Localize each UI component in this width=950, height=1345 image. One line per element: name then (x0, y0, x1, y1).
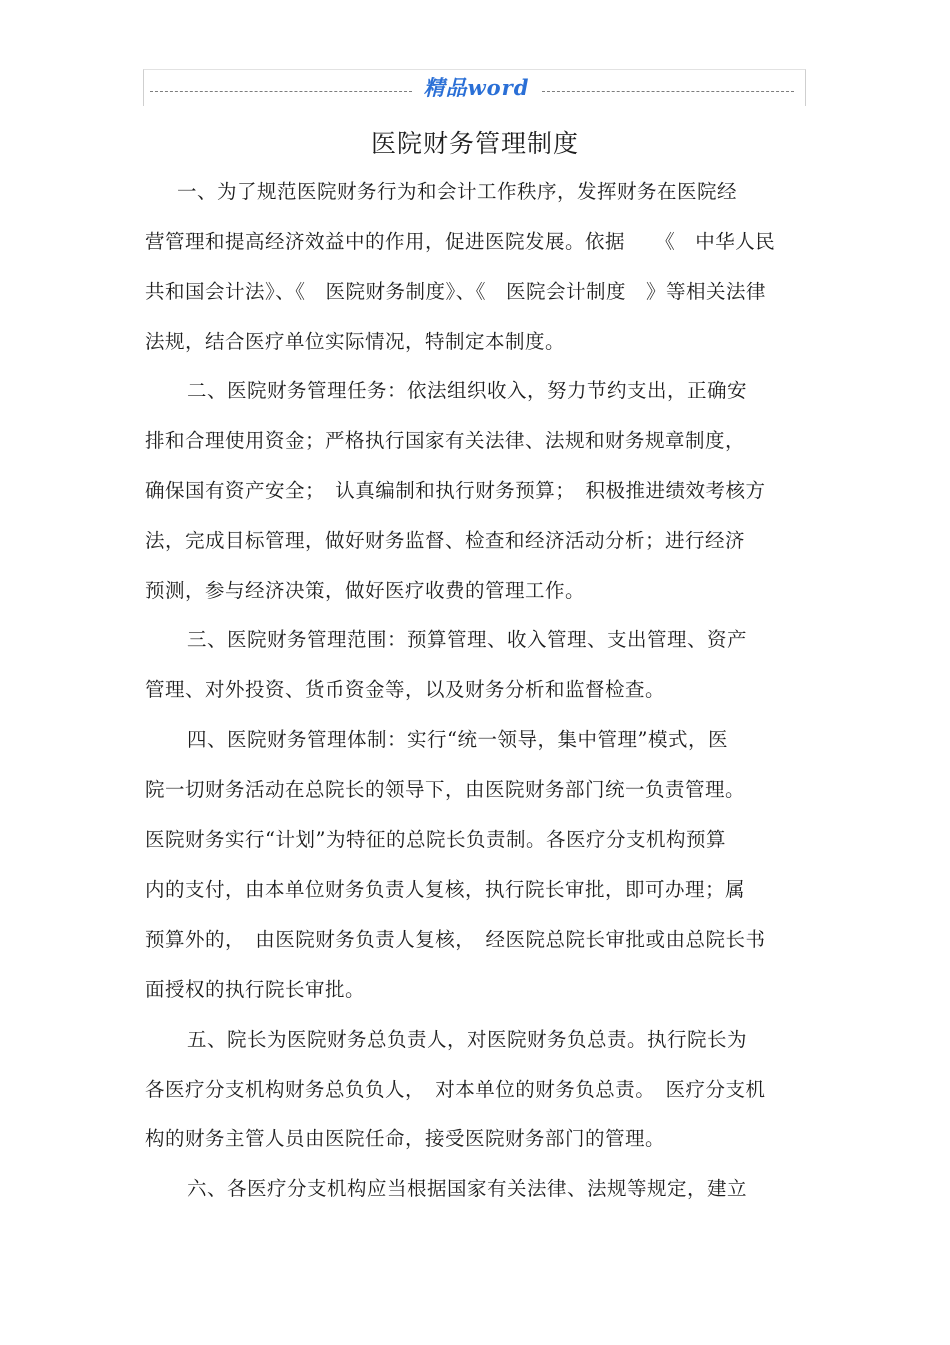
paragraph-line: 共和国会计法》、《 医院财务制度》、《 医院会计制度 》等相关法律 (145, 280, 767, 303)
paragraph-line: 确保国有资产安全； 认真编制和执行财务预算； 积极推进绩效考核方 (145, 479, 766, 502)
header-dashed-rule-right (542, 91, 794, 92)
paragraph-line: 法，完成目标管理，做好财务监督、检查和经济活动分析；进行经济 (145, 529, 746, 552)
paragraph-line: 内的支付，由本单位财务负责人复核，执行院长审批，即可办理；属 (145, 878, 746, 901)
paragraph-line: 管理、对外投资、货币资金等，以及财务分析和监督检查。 (145, 678, 666, 701)
page-header (143, 69, 806, 106)
paragraph-line: 六、各医疗分支机构应当根据国家有关法律、法规等规定，建立 (187, 1177, 748, 1200)
header-dashed-rule-left (150, 91, 412, 92)
paragraph-line: 五、院长为医院财务总负责人，对医院财务负总责。执行院长为 (187, 1028, 748, 1051)
paragraph-line: 预算外的， 由医院财务负责人复核， 经医院总院长审批或由总院长书 (145, 928, 766, 951)
paragraph-line: 排和合理使用资金；严格执行国家有关法律、法规和财务规章制度， (145, 429, 746, 452)
paragraph-line: 面授权的执行院长审批。 (145, 978, 366, 1001)
paragraph-line: 四、医院财务管理体制：实行“统一领导，集中管理”模式，医 (187, 728, 728, 751)
document-title: 医院财务管理制度 (370, 129, 579, 158)
paragraph-line: 法规，结合医疗单位实际情况，特制定本制度。 (145, 330, 566, 353)
paragraph-line: 二、医院财务管理任务：依法组织收入，努力节约支出，正确安 (187, 379, 748, 402)
paragraph-line: 营管理和提高经济效益中的作用，促进医院发展。依据 《 中华人民 (145, 230, 776, 253)
paragraph-line: 预测，参与经济决策，做好医疗收费的管理工作。 (145, 579, 586, 602)
paragraph-line: 各医疗分支机构财务总负负人， 对本单位的财务负总责。 医疗分支机 (145, 1078, 766, 1101)
paragraph-line: 三、医院财务管理范围：预算管理、收入管理、支出管理、资产 (187, 628, 748, 651)
paragraph-line: 院一切财务活动在总院长的领导下，由医院财务部门统一负责管理。 (145, 778, 746, 801)
header-brand: 精品word (423, 75, 530, 100)
paragraph-line: 医院财务实行“计划”为特征的总院长负责制。各医疗分支机构预算 (145, 828, 726, 851)
paragraph-line: 一、为了规范医院财务行为和会计工作秩序，发挥财务在医院经 (177, 180, 738, 203)
paragraph-line: 构的财务主管人员由医院任命，接受医院财务部门的管理。 (145, 1127, 666, 1150)
